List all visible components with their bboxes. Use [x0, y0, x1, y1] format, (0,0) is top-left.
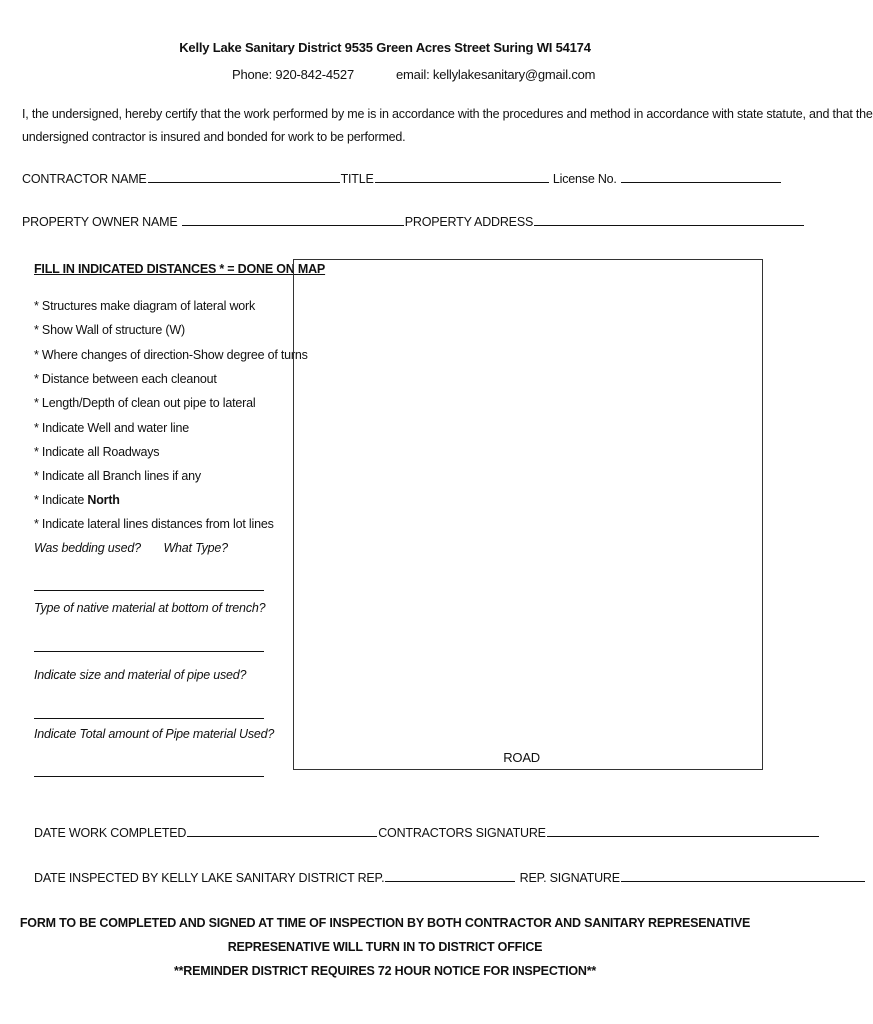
bedding-used-label: Was bedding used?	[34, 541, 141, 555]
road-label: ROAD	[503, 750, 540, 765]
contractor-name-label: CONTRACTOR NAME	[22, 172, 147, 186]
phone-number: Phone: 920-842-4527	[232, 67, 354, 82]
property-owner-name-label: PROPERTY OWNER NAME	[22, 215, 178, 229]
instruction-item: * Where changes of direction-Show degree of turns	[34, 348, 308, 362]
total-pipe-answer-line[interactable]	[34, 776, 264, 777]
instruction-item: * Structures make diagram of lateral work	[34, 299, 256, 313]
instruction-item: * Indicate lateral lines distances from lot lines	[34, 517, 274, 531]
native-material-question: Type of native material at bottom of trench?	[34, 601, 266, 615]
north-prefix: * Indicate	[34, 493, 88, 507]
date-inspected-label: DATE INSPECTED BY KELLY LAKE SANITARY DISTRICT REP.	[34, 871, 385, 885]
property-address-field[interactable]	[534, 213, 804, 226]
property-row	[22, 213, 805, 229]
contractors-signature-field[interactable]	[547, 824, 819, 837]
date-inspected-field[interactable]	[385, 869, 515, 882]
bedding-question	[34, 541, 228, 555]
date-work-completed-field[interactable]	[187, 824, 377, 837]
lateral-diagram-box[interactable]	[293, 259, 763, 770]
inspection-row	[34, 869, 866, 885]
contractor-name-field[interactable]	[148, 170, 340, 183]
rep-signature-field[interactable]	[621, 869, 865, 882]
district-header: Kelly Lake Sanitary District 9535 Green Acres Street Suring WI 54174	[179, 40, 591, 55]
instruction-item-north	[34, 493, 120, 507]
footer-line-2: REPRESENATIVE WILL TURN IN TO DISTRICT OFFICE	[227, 940, 543, 954]
property-address-label: PROPERTY ADDRESS	[404, 215, 534, 229]
license-no-label: License No.	[552, 172, 617, 186]
completion-row	[34, 824, 820, 840]
instruction-item: * Show Wall of structure (W)	[34, 323, 185, 337]
bedding-answer-line[interactable]	[34, 590, 264, 591]
certification-line-1: I, the undersigned, hereby certify that the work performed by me is in accordance with the procedures and method in accordance with state statute, and that the	[22, 107, 873, 121]
license-no-field[interactable]	[621, 170, 781, 183]
certification-line-2: undersigned contractor is insured and bonded for work to be performed.	[22, 130, 406, 144]
instructions-heading: FILL IN INDICATED DISTANCES * = DONE ON MAP	[34, 262, 326, 276]
total-pipe-question: Indicate Total amount of Pipe material Used?	[34, 727, 275, 741]
contractors-signature-label: CONTRACTORS SIGNATURE	[378, 826, 546, 840]
instruction-item: * Length/Depth of clean out pipe to lateral	[34, 396, 256, 410]
footer-line-1: FORM TO BE COMPLETED AND SIGNED AT TIME OF INSPECTION BY BOTH CONTRACTOR AND SANITARY REPRESENATIVE	[19, 916, 751, 930]
north-word: North	[87, 493, 120, 507]
native-material-answer-line[interactable]	[34, 651, 264, 652]
title-label: TITLE	[340, 172, 374, 186]
footer-line-3: **REMINDER DISTRICT REQUIRES 72 HOUR NOTICE FOR INSPECTION**	[173, 964, 597, 978]
property-owner-name-field[interactable]	[182, 213, 404, 226]
date-work-completed-label: DATE WORK COMPLETED	[34, 826, 187, 840]
pipe-size-answer-line[interactable]	[34, 718, 264, 719]
instruction-item: * Indicate all Roadways	[34, 445, 160, 459]
instruction-item: * Indicate all Branch lines if any	[34, 469, 201, 483]
contractor-row	[22, 170, 782, 186]
title-field[interactable]	[375, 170, 549, 183]
email-address: email: kellylakesanitary@gmail.com	[396, 67, 596, 82]
rep-signature-label: REP. SIGNATURE	[519, 871, 620, 885]
pipe-size-question: Indicate size and material of pipe used?	[34, 668, 247, 682]
instruction-item: * Indicate Well and water line	[34, 421, 189, 435]
what-type-label: What Type?	[163, 541, 228, 555]
instruction-item: * Distance between each cleanout	[34, 372, 217, 386]
